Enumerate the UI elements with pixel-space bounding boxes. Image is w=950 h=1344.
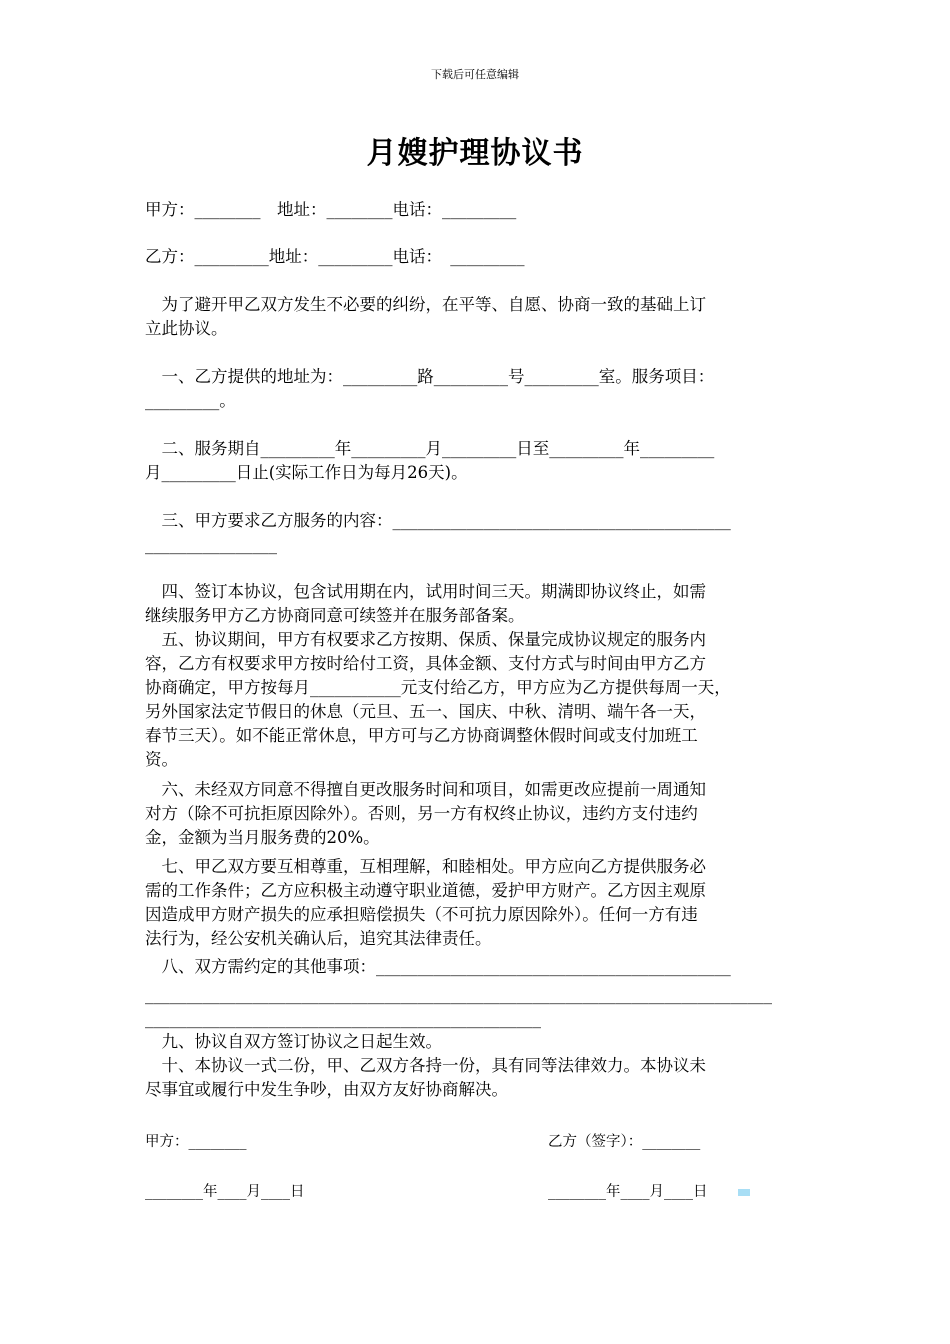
intro-paragraph-line: 立此协议。 [145,319,228,338]
clause-line: 容，乙方有权要求甲方按时给付工资，具体金额、支付方式与时间由甲方乙方 [145,654,706,673]
clause-2-line: 月_________日止(实际工作日为每月26天)。 [145,463,468,482]
clause-3-line: 三、甲方要求乙方服务的内容：_________________________________________ [145,511,731,530]
clause-1-line: 一、乙方提供的地址为：_________路_________号_________室。服务项目： [145,367,715,386]
clause-line: 对方（除不可抗拒原因除外）。否则，另一方有权终止协议，违约方支付违约 [145,804,698,823]
clause-line: 五、协议期间，甲方有权要求乙方按期、保质、保量完成协议规定的服务内 [145,630,706,649]
clause-line: 七、甲乙双方要互相尊重，互相理解，和睦相处。甲方应向乙方提供服务必 [145,857,706,876]
clause-line: ____________________________________________________________________________ [145,985,772,1004]
party-b-line: 乙方：_________地址：_________电话： _________ [145,247,525,266]
clause-line: 八、双方需约定的其他事项：___________________________________________ [145,957,731,976]
clause-line: 资。 [145,750,178,769]
clause-line: 需的工作条件；乙方应积极主动遵守职业道德，爱护甲方财产。乙方因主观原 [145,881,706,900]
clause-line: 九、协议自双方签订协议之日起生效。 [145,1032,442,1051]
clause-line: ________________________________________________ [145,1009,541,1028]
clause-1-line: _________。 [145,391,236,410]
highlight-marker [738,1189,750,1196]
clause-2-line: 二、服务期自_________年_________月_________日至_________年_________ [145,439,715,458]
clause-line: 另外国家法定节假日的休息（元旦、五一、国庆、中秋、清明、端午各一天， [145,702,706,721]
clause-3-line: ________________ [145,535,277,554]
document-title: 月嫂护理协议书 [366,136,584,171]
clause-line: 金，金额为当月服务费的20%。 [145,828,380,847]
clause-line: 因造成甲方财产损失的应承担赔偿损失（不可抗力原因除外）。任何一方有违 [145,905,698,924]
clause-line: 尽事宜或履行中发生争吵，由双方友好协商解决。 [145,1080,508,1099]
clause-line: 十、本协议一式二份，甲、乙双方各持一份，具有同等法律效力。本协议未 [145,1056,706,1075]
clause-line: 继续服务甲方乙方协商同意可续签并在服务部备案。 [145,606,525,625]
signature-party-b: 乙方（签字）：________ [548,1134,701,1150]
signature-date-a: ________年____月____日 [145,1184,305,1200]
signature-date-b: ________年____月____日 [548,1184,708,1200]
clause-line: 六、未经双方同意不得擅自更改服务时间和项目，如需更改应提前一周通知 [145,780,706,799]
clause-line: 四、签订本协议，包含试用期在内，试用时间三天。期满即协议终止，如需 [145,582,706,601]
clause-line: 春节三天）。如不能正常休息，甲方可与乙方协商调整休假时间或支付加班工 [145,726,698,745]
page-header-note: 下载后可任意编辑 [431,68,519,81]
clause-line: 法行为，经公安机关确认后，追究其法律责任。 [145,929,492,948]
clause-line: 协商确定，甲方按每月___________元支付给乙方，甲方应为乙方提供每周一天， [145,678,731,697]
intro-paragraph-line: 为了避开甲乙双方发生不必要的纠纷，在平等、自愿、协商一致的基础上订 [145,295,706,314]
party-a-line: 甲方：________ 地址：________电话：_________ [145,200,517,219]
signature-party-a: 甲方：________ [145,1134,247,1150]
